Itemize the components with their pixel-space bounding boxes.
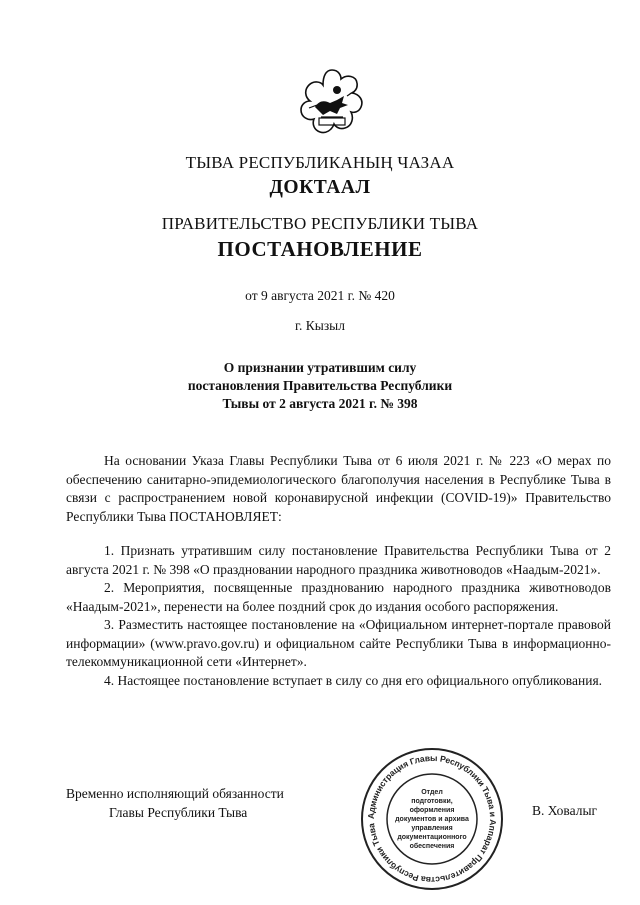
header-doc-type-tuvan: ДОКТААЛ xyxy=(269,177,371,198)
svg-text:документационного: документационного xyxy=(397,834,467,841)
svg-text:документов и архива: документов и архива xyxy=(395,816,469,823)
item-4: 4. Настоящее постановление вступает в силу со дня его официального опубликования. xyxy=(104,672,603,688)
heading-line-1: О признании утратившим силу xyxy=(223,360,417,375)
document-heading xyxy=(0,359,640,413)
basis-text: На основании Указа Главы Республики Тыва от 6 июля 2021 г. № 223 «О мерах по обеспечению санитарно-эпидемиологического благополучия населения в Республике Тыва в связи с распространением новой коронавирусной инфекции (COVID-19)» Правительство Республики Тыва ПОСТАНОВЛЯЕТ: xyxy=(66,453,611,524)
svg-text:подготовки,: подготовки, xyxy=(411,798,453,805)
svg-text:Администрация Главы Республики: Администрация Главы Республики Тыва и Аппарат Правительства Республики Тыва xyxy=(365,752,499,886)
item-2: 2. Мероприятия, посвященные празднованию народного праздника животноводов «Наадым-2021», перенести на более поздний срок до издания особого распоряжения. xyxy=(66,580,611,614)
header-republic-tuvan: ТЫВА РЕСПУБЛИКАНЫҢ ЧАЗАА xyxy=(185,153,455,172)
body-items xyxy=(66,542,611,690)
document-city: г. Кызыл xyxy=(295,318,345,333)
svg-text:оформления: оформления xyxy=(409,807,455,814)
coat-of-arms-icon xyxy=(293,66,371,142)
item-1: 1. Признать утратившим силу постановление Правительства Республики Тыва от 2 августа 2021 г. № 398 «О праздновании народного праздника животноводов «Наадым-2021». xyxy=(66,543,611,577)
svg-text:Отдел: Отдел xyxy=(421,789,443,796)
signature-position xyxy=(66,785,284,822)
heading-line-2: постановления Правительства Республики xyxy=(187,378,453,393)
official-stamp-icon xyxy=(357,744,507,894)
svg-text:управления: управления xyxy=(411,825,453,832)
position-line-1: Временно исполняющий обязанности xyxy=(66,786,284,801)
body-basis-paragraph xyxy=(66,452,611,526)
document-date-number: от 9 августа 2021 г. № 420 xyxy=(245,288,395,303)
svg-text:обеспечения: обеспечения xyxy=(409,843,455,850)
item-3: 3. Разместить настоящее постановление на «Официальном интернет-портале правовой информации» (www.pravo.gov.ru) и официальном сайте Республики Тыва в информационно-телекоммуникационной сети «Интернет». xyxy=(66,617,611,669)
position-line-2: Главы Республики Тыва xyxy=(109,804,248,820)
signature-name: В. Ховалыг xyxy=(532,803,598,818)
header-republic-russian: ПРАВИТЕЛЬСТВО РЕСПУБЛИКИ ТЫВА xyxy=(161,214,479,233)
header-doc-type-russian: ПОСТАНОВЛЕНИЕ xyxy=(217,237,423,261)
heading-line-3: Тывы от 2 августа 2021 г. № 398 xyxy=(222,396,418,411)
